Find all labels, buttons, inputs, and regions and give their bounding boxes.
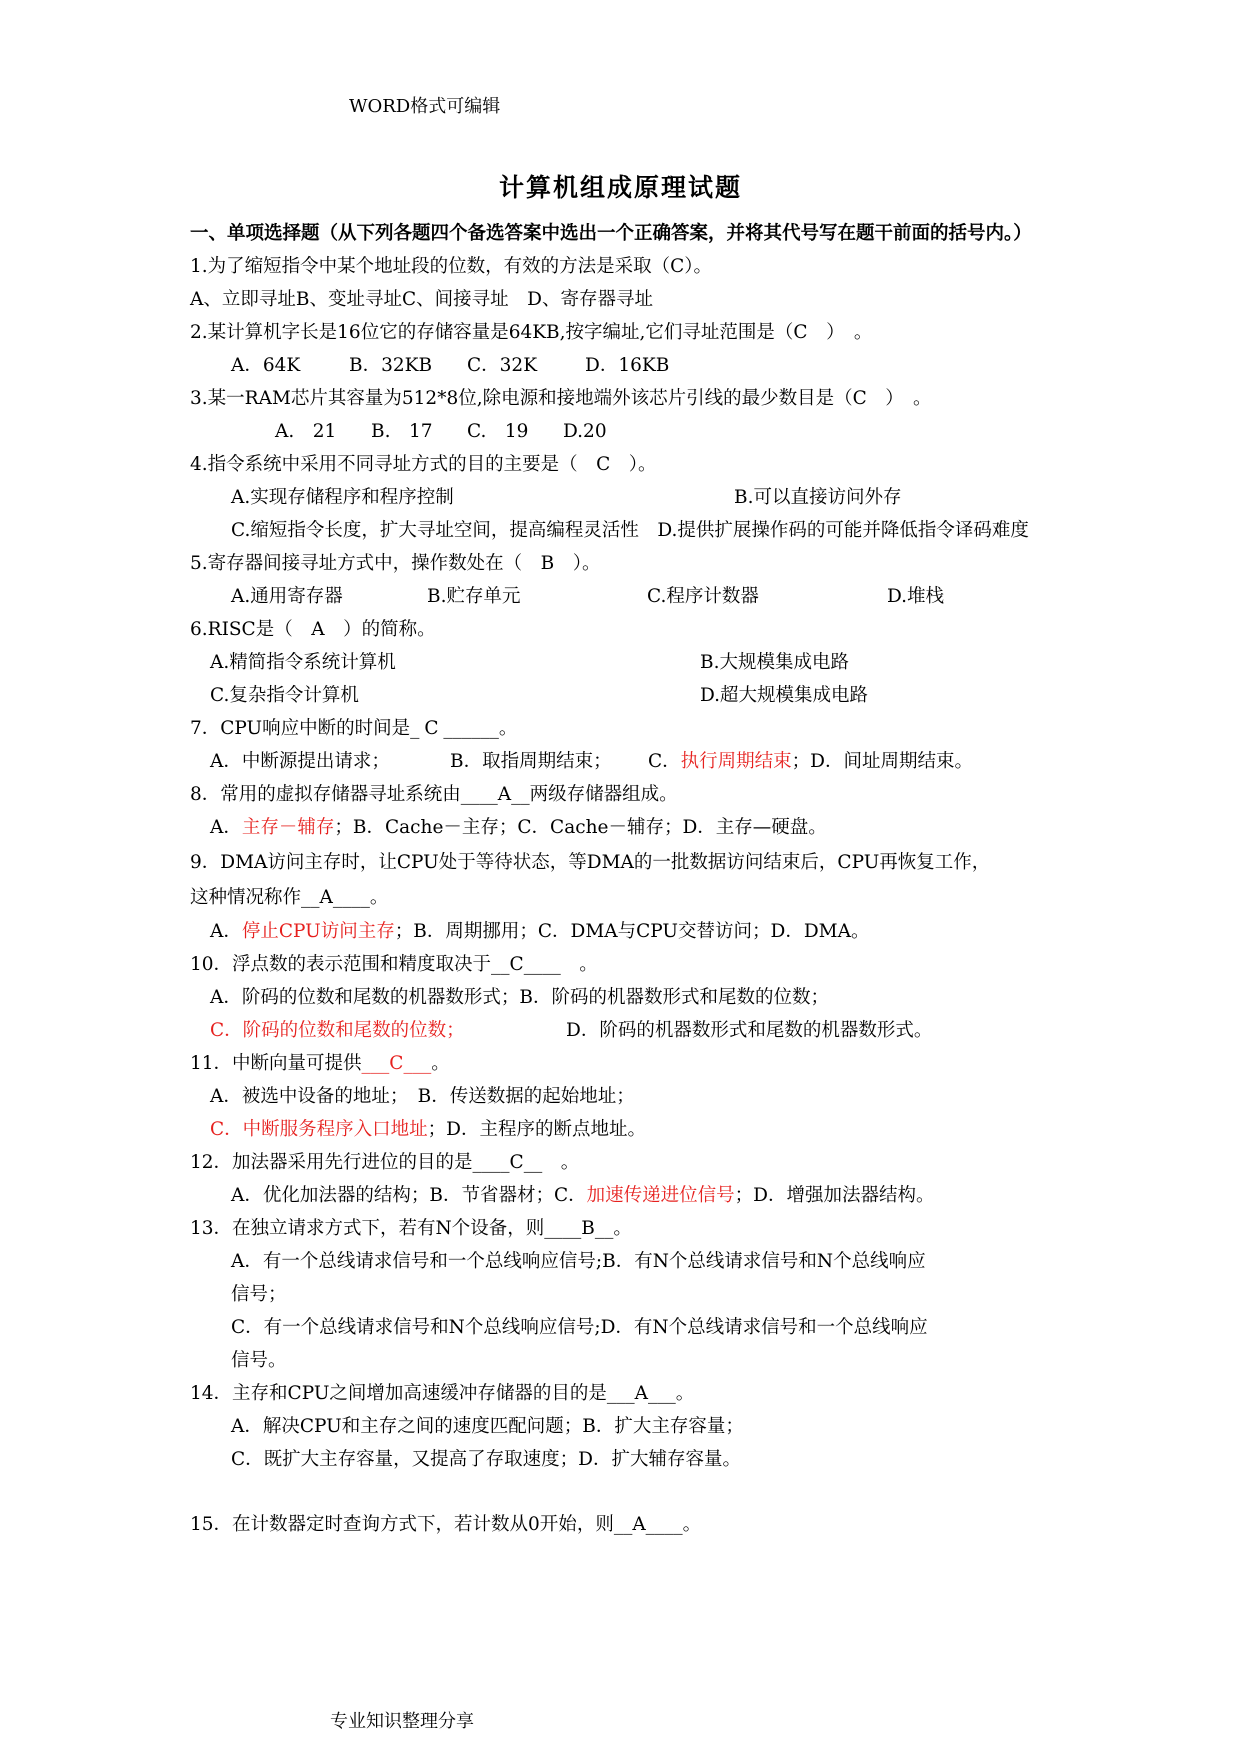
option-b: B. 17: [371, 421, 433, 442]
question-9-options: [190, 915, 1060, 948]
question-13-stem: 13．在独立请求方式下，若有N个设备，则____B__。: [190, 1218, 632, 1239]
option-d: D．阶码的机器数形式和尾数的机器数形式。: [566, 1020, 933, 1041]
question-11-stem: [190, 1047, 1060, 1080]
option-d: D.超大规模集成电路: [700, 685, 869, 706]
stem-tail: ______。: [443, 718, 518, 739]
option-a-correct: 停止CPU访问主存: [241, 921, 395, 942]
page-header: WORD格式可编辑: [349, 96, 501, 117]
question-11-options-ab: A．被选中设备的地址； B．传送数据的起始地址；: [210, 1086, 635, 1107]
answer: ___C___: [361, 1053, 432, 1074]
option-a: A.精简指令系统计算机: [210, 652, 396, 673]
page-title: 计算机组成原理试题: [498, 173, 742, 202]
option-c-label: C．: [648, 751, 681, 772]
option-c-correct: C．中断服务程序入口地址: [210, 1119, 428, 1140]
question-12-options: [190, 1179, 1060, 1212]
question-10-options-cd: [190, 1014, 1060, 1047]
question-15-stem: 15．在计数器定时查询方式下，若计数从0开始，则__A____。: [190, 1514, 702, 1535]
question-4-options-cd: C.缩短指令长度，扩大寻址空间，提高编程灵活性 D.提供扩展操作码的可能并降低指令译码难度: [231, 520, 1029, 541]
question-1-options: A、立即寻址B、变址寻址C、间接寻址 D、寄存器寻址: [190, 289, 653, 310]
option-c: C. 19: [467, 421, 529, 442]
question-14-options-cd: C．既扩大主存容量，又提高了存取速度；D．扩大辅存容量。: [231, 1449, 741, 1470]
option-d: D．16KB: [585, 355, 670, 376]
question-13-options-ab-2: 信号；: [231, 1284, 287, 1305]
question-5-stem: 5.寄存器间接寻址方式中，操作数处在（ B ）。: [190, 553, 601, 574]
question-4-stem: 4.指令系统中采用不同寻址方式的目的主要是（ C ）。: [190, 454, 657, 475]
question-14-stem: 14．主存和CPU之间增加高速缓冲存储器的目的是___A___。: [190, 1383, 695, 1404]
options-rest: ；B．Cache－主存；C．Cache－辅存；D．主存—硬盘。: [334, 817, 827, 838]
options-rest: ；B．周期挪用；C．DMA与CPU交替访问；D．DMA。: [394, 921, 870, 942]
option-c: C．32K: [467, 355, 538, 376]
question-11-options-cd: [190, 1113, 1060, 1146]
stem-text: 11．中断向量可提供: [190, 1053, 362, 1074]
option-a: A．中断源提出请求；: [210, 751, 390, 772]
question-8-options: [190, 811, 1060, 844]
question-7-stem: [190, 712, 1060, 745]
question-list: [190, 217, 1060, 1541]
section-heading: 一、单项选择题（从下列各题四个备选答案中选出一个正确答案，并将其代号写在题干前面的括号内。）: [190, 223, 1032, 244]
question-2-options: [190, 349, 1060, 382]
question-9-stem-line2: 这种情况称作__A____。: [190, 887, 389, 908]
option-c-correct: 执行周期结束: [680, 751, 792, 772]
option-c-correct: C．阶码的位数和尾数的位数；: [210, 1020, 465, 1041]
option-c-correct: 加速传递进位信号: [586, 1185, 735, 1206]
option-a-label: A．: [210, 921, 242, 942]
question-3-stem: 3.某一RAM芯片其容量为512*8位,除电源和接地端外该芯片引线的最少数目是（C ） 。: [190, 388, 932, 409]
question-6-options-cd: [190, 679, 1060, 712]
question-10-options-ab: A．阶码的位数和尾数的机器数形式；B．阶码的机器数形式和尾数的位数；: [210, 987, 829, 1008]
question-9-stem-line1: 9．DMA访问主存时，让CPU处于等待状态，等DMA的一批数据访问结束后，CPU再恢复工作，: [190, 852, 991, 873]
question-2-stem: 2.某计算机字长是16位它的存储容量是64KB,按字编址,它们寻址范围是（C ） 。: [190, 322, 873, 343]
question-12-stem: 12．加法器采用先行进位的目的是____C__ 。: [190, 1152, 580, 1173]
option-c: C.程序计数器: [647, 586, 759, 607]
option-a: A．64K: [231, 355, 301, 376]
option-d: ；D．间址周期结束。: [791, 751, 974, 772]
question-1-stem: 1.为了缩短指令中某个地址段的位数，有效的方法是采取（C）。: [190, 256, 713, 277]
page-footer: 专业知识整理分享: [330, 1711, 474, 1732]
option-a: A.通用寄存器: [231, 586, 343, 607]
question-8-stem: 8．常用的虚拟存储器寻址系统由____A__两级存储器组成。: [190, 784, 678, 805]
stem-tail: 。: [431, 1053, 450, 1074]
option-b: B.可以直接访问外存: [734, 487, 902, 508]
option-d: ；D．增强加法器结构。: [734, 1185, 935, 1206]
options-ab: A．优化加法器的结构；B．节省器材；C．: [231, 1185, 587, 1206]
question-13-options-cd-2: 信号。: [231, 1350, 287, 1371]
option-a-correct: 主存－辅存: [241, 817, 335, 838]
option-c: C.复杂指令计算机: [210, 685, 359, 706]
option-d: D.20: [563, 421, 607, 442]
option-b: B.贮存单元: [427, 586, 521, 607]
stem-text: 7．CPU响应中断的时间是_: [190, 718, 420, 739]
option-a: A.实现存储程序和程序控制: [231, 487, 454, 508]
question-7-options: [190, 745, 1060, 778]
question-10-stem: 10．浮点数的表示范围和精度取决于__C____ 。: [190, 954, 598, 975]
spacer: [190, 1476, 1060, 1508]
question-4-options-ab: [190, 481, 1060, 514]
option-a: A. 21: [275, 421, 337, 442]
option-d: D.堆栈: [887, 586, 945, 607]
option-b: B．取指周期结束；: [450, 751, 612, 772]
question-6-stem: 6.RISC是（ A ）的简称。: [190, 619, 436, 640]
answer: C: [424, 718, 439, 739]
question-6-options-ab: [190, 646, 1060, 679]
option-a-label: A．: [210, 817, 242, 838]
option-b: B.大规模集成电路: [700, 652, 849, 673]
question-13-options-ab-1: A．有一个总线请求信号和一个总线响应信号;B．有N个总线请求信号和N个总线响应: [231, 1251, 926, 1272]
question-3-options: [190, 415, 1060, 448]
option-d: ；D．主程序的断点地址。: [427, 1119, 646, 1140]
question-13-options-cd-1: C．有一个总线请求信号和N个总线响应信号;D．有N个总线请求信号和一个总线响应: [231, 1317, 928, 1338]
option-b: B．32KB: [349, 355, 433, 376]
question-5-options: [190, 580, 1060, 613]
question-14-options-ab: A．解决CPU和主存之间的速度匹配问题；B．扩大主存容量；: [231, 1416, 744, 1437]
